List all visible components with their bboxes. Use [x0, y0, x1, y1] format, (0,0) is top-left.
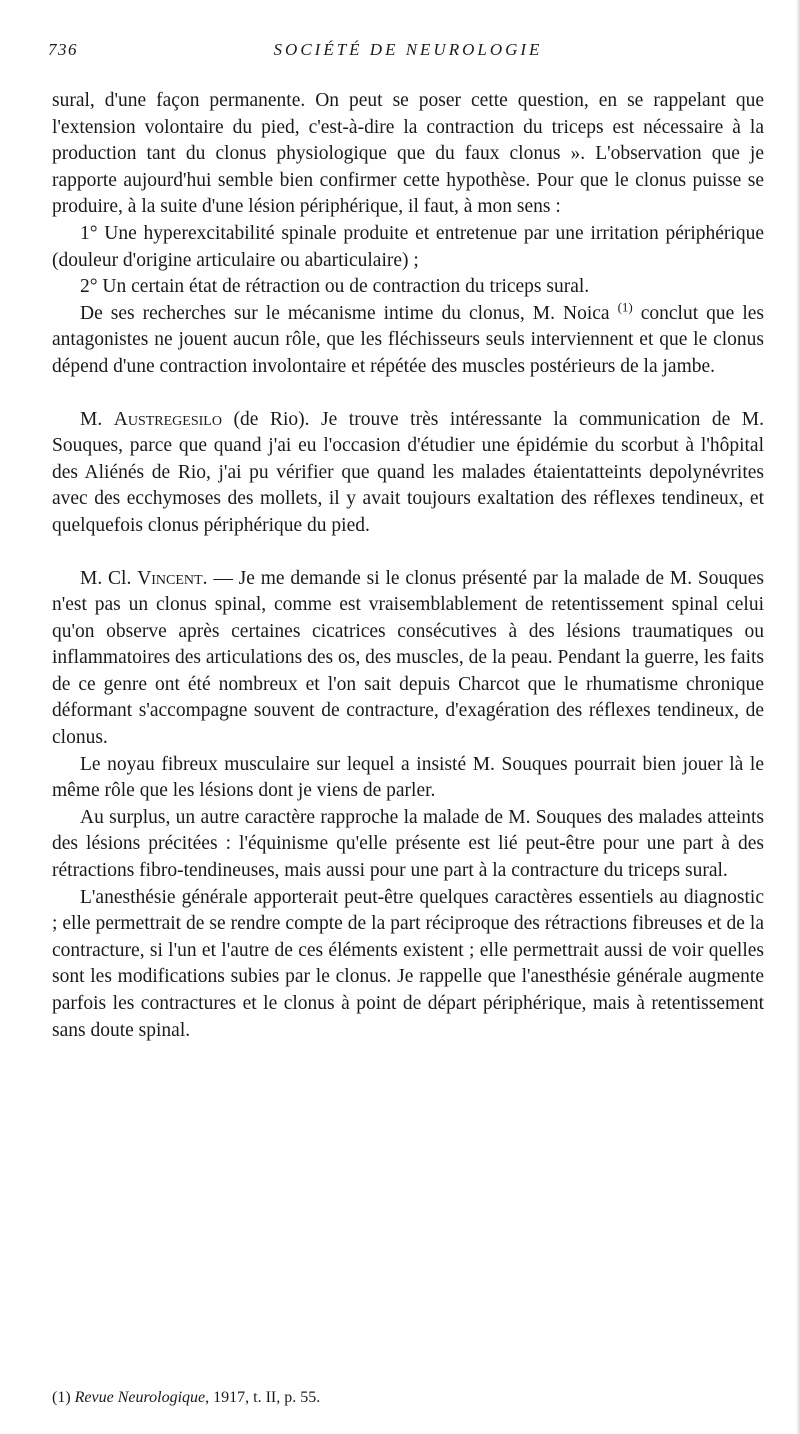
footnote-journal: Revue Neurologique	[74, 1389, 206, 1406]
paragraph-anesthesie: L'anesthésie générale apporterait peut-être quelques caractères essentiels au diagnostic ; elle permettrait de se rendre compte de la part réciproque des rétractions fibreuses et de la contracture, si l'un et l'autre de ces éléments existent ; elle permettrait aussi de voir quelles sont les modifications subies par le clonus. Je rappelle que l'anesthésie générale augmente parfois les contractures et le clonus à point de départ périphérique, mais à retentissement sans doute spinal.	[52, 886, 764, 1041]
austregesilo-text: (de Rio). Je trouve très intéressante la communication de M. Souques, parce que quand j'ai eu l'occasion d'étudier une épidémie du scorbut à l'hôpital des Aliénés de Rio, j'ai pu vérifier que quand les malades étaientatteints depolynévrites avec des ecchymoses des mollets, il y avait toujours exaltation des réflexes tendineux, et quelquefois clonus périphérique du pied.	[52, 408, 765, 536]
speaker-name-vincent: Vincent.	[137, 567, 208, 589]
footnote-reference: (1)	[617, 299, 633, 315]
paragraph-condition-1: 1° Une hyperexcitabilité spinale produite et entretenue par une irritation périphérique (douleur d'origine articulaire ou abarticulaire) ;	[52, 222, 764, 271]
page-edge-shadow	[796, 0, 800, 1434]
paragraph-noica	[52, 301, 764, 381]
footnote	[52, 1388, 320, 1408]
noica-text-start: De ses recherches sur le mécanisme intime du clonus, M. Noica	[80, 302, 610, 324]
paragraph-continuation: sural, d'une façon permanente. On peut se poser cette question, en se rappelant que l'extension volontaire du pied, c'est-à-dire la contraction du triceps est nécessaire à la production tant du clonus physiologique que du faux clonus ». L'observation que je rapporte aujourd'hui semble bien confirmer cette hypothèse. Pour que le clonus puisse se produire, à la suite d'une lésion périphérique, il faut, à mon sens :	[52, 90, 764, 218]
article-body	[52, 88, 764, 1044]
paragraph-condition-2: 2° Un certain état de rétraction ou de contraction du triceps sural.	[80, 276, 590, 298]
footnote-citation: , 1917, t. II, p. 55.	[205, 1389, 321, 1406]
speaker-prefix: M. Cl.	[80, 567, 132, 589]
paragraph-noyau: Le noyau fibreux musculaire sur lequel a insisté M. Souques pourrait bien jouer là le même rôle que les lésions dont je viens de parler.	[52, 753, 764, 802]
footnote-marker: (1)	[52, 1389, 71, 1406]
noica-text-end: conclut que les antagonistes ne jouent aucun rôle, que les fléchisseurs seuls interviennent et que le clonus dépend d'une contraction involontaire et répétée des muscles postérieurs de la jambe.	[52, 302, 764, 377]
vincent-text: — Je me demande si le clonus présenté par la malade de M. Souques n'est pas un clonus spinal, comme est vraisemblablement de retentissement spinal celui qu'on observe après certaines cicatrices consécutives à des lésions traumatiques ou inflammatoires des articulations des os, des muscles, de la peau. Pendant la guerre, les faits de ce genre ont été nombreux et l'on sait depuis Charcot que le rhumatisme chronique déformant s'accompagne souvent de contracture, d'exagération des réflexes tendineux, de clonus.	[52, 567, 765, 749]
document-page	[48, 40, 765, 1420]
running-header	[48, 40, 764, 70]
page-number: 736	[48, 40, 78, 59]
speaker-name-austregesilo: Austregesilo	[113, 408, 222, 430]
paragraph-vincent	[52, 566, 764, 752]
paragraph-austregesilo	[52, 407, 764, 540]
speaker-prefix: M.	[80, 408, 103, 430]
paragraph-surplus: Au surplus, un autre caractère rapproche la malade de M. Souques des malades atteints des lésions précitées : l'équinisme qu'elle présente est lié peut-être pour une part à des rétractions fibro-tendineuses, mais aussi pour une part à la contracture du triceps sural.	[52, 806, 764, 882]
journal-title: SOCIÉTÉ DE NEUROLOGIE	[273, 40, 543, 59]
